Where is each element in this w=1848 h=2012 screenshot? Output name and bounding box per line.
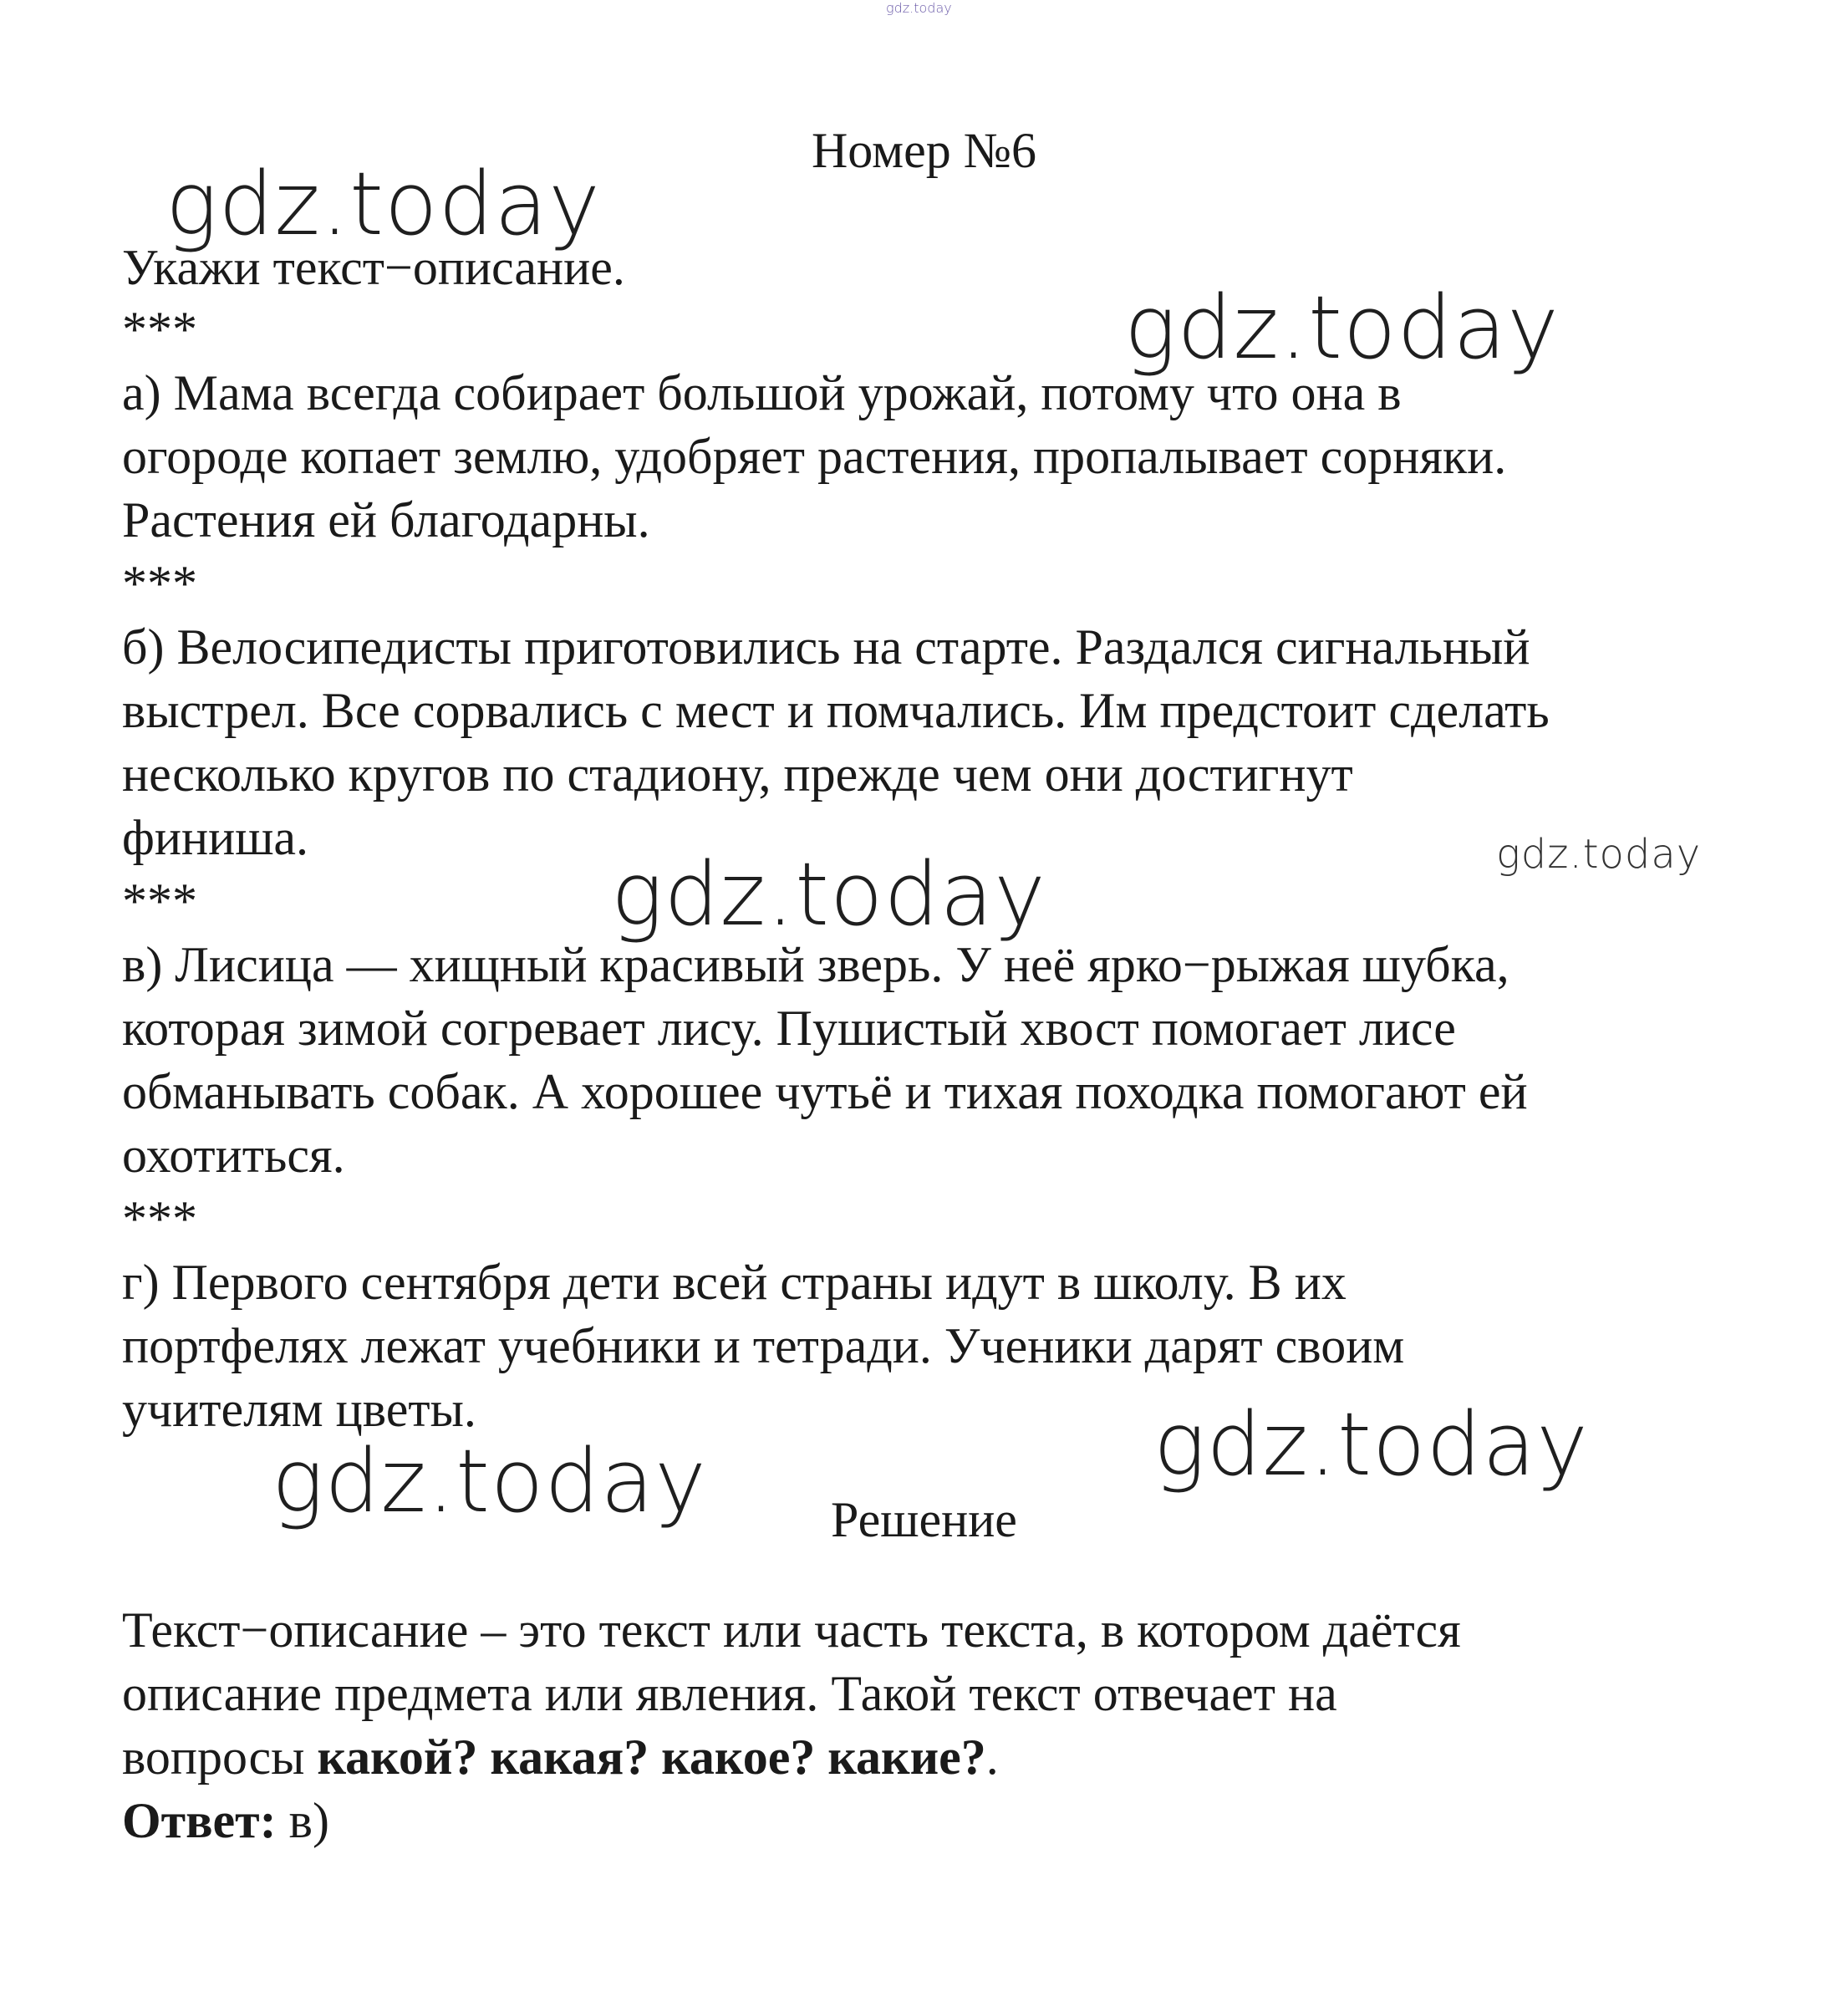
watermark: gdz.today [1153,1393,1589,1495]
separator: *** [122,302,197,357]
solution-questions: какой? какая? какое? какие? [317,1729,986,1785]
option-a: а) Мама всегда собирает большой урожай, потому что она в огороде копает землю, удобряет растения, пропалывает сорняки. Растения ей благодарны. [122,365,1507,548]
answer-line [122,1789,329,1852]
solution-line-3 [122,1725,999,1789]
solution-title: Решение [831,1492,1017,1547]
task-prompt: Укажи текст−описание. [122,240,625,295]
watermark: gdz.today [1124,277,1560,379]
solution-line-2: описание предмета или явления. Такой текст отвечает на [122,1666,1337,1721]
answer-label: Ответ: [122,1793,277,1848]
option-v: в) Лисица — хищный красивый зверь. У неё ярко−рыжая шубка, которая зимой согревает лису. Пушистый хвост помогает лисе обманывать собак. А хорошее чутьё и тихая походка помогают ей охотиться. [122,937,1528,1183]
solution-line-3-prefix: вопросы [122,1729,318,1785]
watermark: gdz.today [272,1430,707,1532]
watermark-top: gdz.today [886,0,952,16]
task-title: Номер №6 [811,123,1037,178]
option-b: б) Велосипедисты приготовились на старте. Раздался сигнальный выстрел. Все сорвались с мест и помчались. Им предстоит сделать несколько кругов по стадиону, прежде чем они достигнут финиша. [122,619,1550,865]
watermark: gdz.today [1496,831,1702,878]
watermark: gdz.today [165,153,601,255]
watermark: gdz.today [611,843,1046,945]
separator: *** [122,1191,197,1246]
separator: *** [122,874,197,929]
solution-line-1: Текст−описание – это текст или часть текста, в котором даётся [122,1602,1461,1658]
answer-value: в) [276,1793,329,1848]
option-g: г) Первого сентября дети всей страны идут в школу. В их портфелях лежат учебники и тетради. Ученики дарят своим учителям цветы. [122,1255,1405,1437]
separator: *** [122,556,197,611]
solution-line-3-suffix: . [985,1729,999,1785]
